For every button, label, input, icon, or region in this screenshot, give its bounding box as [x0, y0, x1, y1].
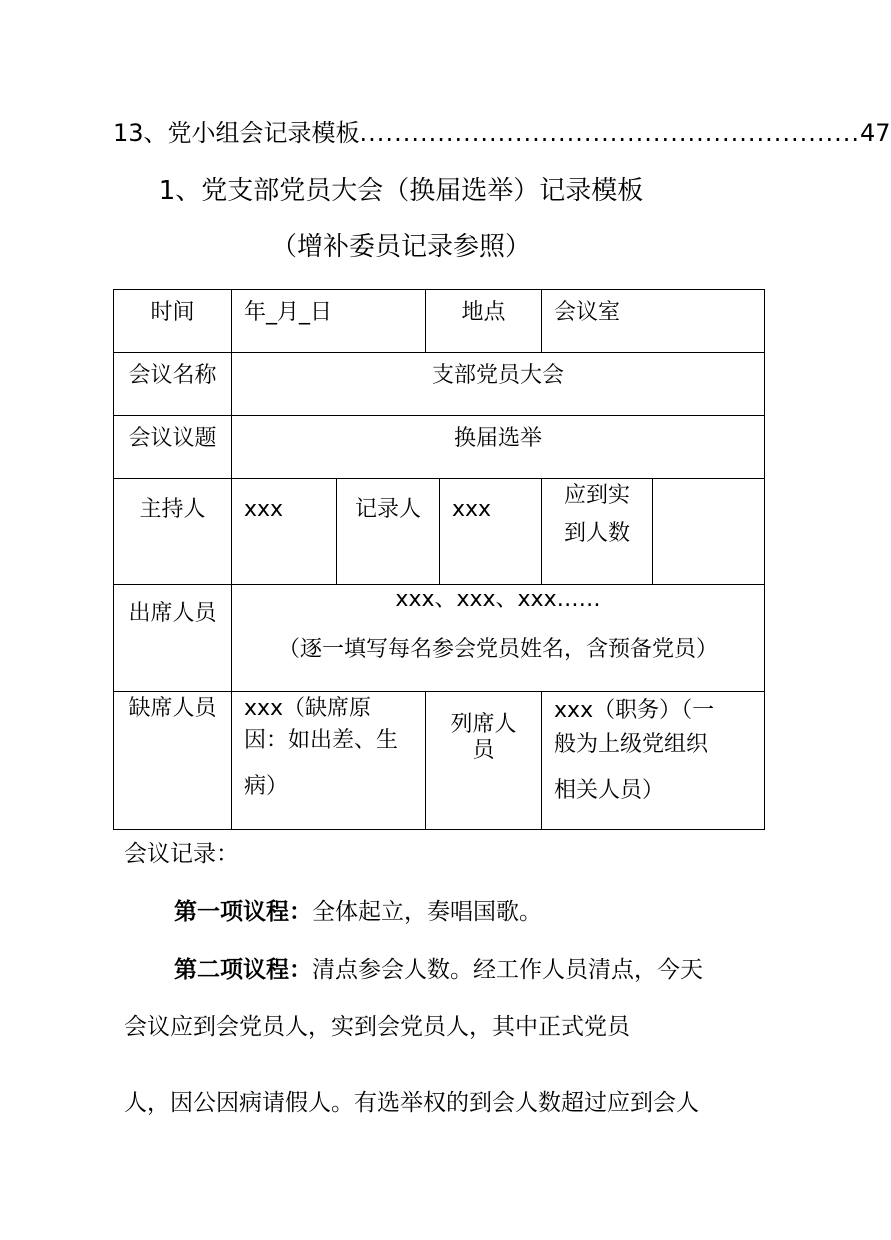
absent-value-cell: [232, 692, 426, 830]
topic-label-cell: [114, 416, 232, 479]
agenda-1-label: 第一项议程：: [174, 899, 312, 925]
present-note: （逐一填写每名参会党员姓名，含预备党员）: [278, 637, 719, 662]
present-value-cell: [232, 585, 765, 692]
place-label-cell: [426, 290, 542, 353]
meeting-name-value-cell: [232, 353, 765, 416]
toc-leader: ..........................................................: [359, 119, 861, 147]
toc-entry: [113, 116, 891, 150]
time-label: 时间: [150, 300, 195, 325]
absent-value-line-1: xxx（缺席原: [244, 696, 372, 721]
observer-label-cell: [426, 692, 542, 830]
host-value: xxx: [244, 497, 284, 522]
time-label-cell: [114, 290, 232, 353]
toc-page-number: 47: [860, 119, 891, 147]
observer-label-line-2: 员: [472, 738, 495, 763]
place-value: 会议室: [554, 300, 621, 325]
host-value-cell: [232, 479, 337, 585]
observer-label-line-1: 列席人: [450, 712, 517, 737]
host-label-cell: [114, 479, 232, 585]
agenda-item-1: [174, 896, 774, 928]
present-label: 出席人员: [128, 601, 217, 626]
absent-label-cell: [114, 692, 232, 830]
agenda-2-text-line-1: 清点参会人数。经工作人员清点，今天: [312, 957, 703, 983]
place-value-cell: [542, 290, 765, 353]
recorder-label: 记录人: [355, 497, 422, 522]
place-label: 地点: [461, 300, 506, 325]
host-label: 主持人: [139, 497, 206, 522]
present-value: xxx、xxx、xxx……: [395, 587, 601, 612]
document-subtitle: （增补委员记录参照）: [270, 232, 531, 262]
record-heading: 会议记录：: [124, 841, 239, 867]
observer-value-line-2: 般为上级党组织: [554, 732, 709, 757]
meeting-name-label: 会议名称: [128, 363, 217, 388]
agenda-2-text-line-2: 会议应到会党员人，实到会党员人，其中正式党员: [124, 1014, 630, 1040]
attendance-label-line-2: 到人数: [564, 521, 631, 546]
agenda-item-2: [174, 954, 774, 986]
present-label-cell: [114, 585, 232, 692]
observer-value-line-1: xxx（职务）（一: [554, 698, 715, 723]
meeting-record-table: [113, 289, 765, 830]
absent-value-line-3: 病）: [244, 774, 289, 799]
topic-value-cell: [232, 416, 765, 479]
document-title: 1、党支部党员大会（换届选举）记录模板: [158, 176, 644, 206]
meeting-name-label-cell: [114, 353, 232, 416]
absent-value-line-2: 因：如出差、生: [244, 728, 399, 753]
toc-label: 13、党小组会记录模板: [113, 119, 360, 147]
observer-value-line-3: 相关人员）: [554, 778, 665, 803]
topic-value: 换届选举: [454, 426, 543, 451]
absent-label: 缺席人员: [128, 696, 217, 721]
meeting-name-value: 支部党员大会: [432, 363, 565, 388]
recorder-value: xxx: [452, 497, 492, 522]
time-value-cell: [232, 290, 426, 353]
agenda-2-text-line-3: 人，因公因病请假人。有选举权的到会人数超过应到会人: [124, 1090, 699, 1116]
attendance-value-cell: [653, 479, 765, 585]
topic-label: 会议议题: [128, 426, 217, 451]
recorder-value-cell: [440, 479, 542, 585]
agenda-1-text: 全体起立，奏唱国歌。: [312, 899, 542, 925]
observer-value-cell: [542, 692, 765, 830]
recorder-label-cell: [337, 479, 440, 585]
attendance-label-cell: [542, 479, 653, 585]
attendance-label-line-1: 应到实: [564, 483, 631, 508]
agenda-2-label: 第二项议程：: [174, 957, 312, 983]
time-value: 年_月_日: [244, 300, 333, 325]
